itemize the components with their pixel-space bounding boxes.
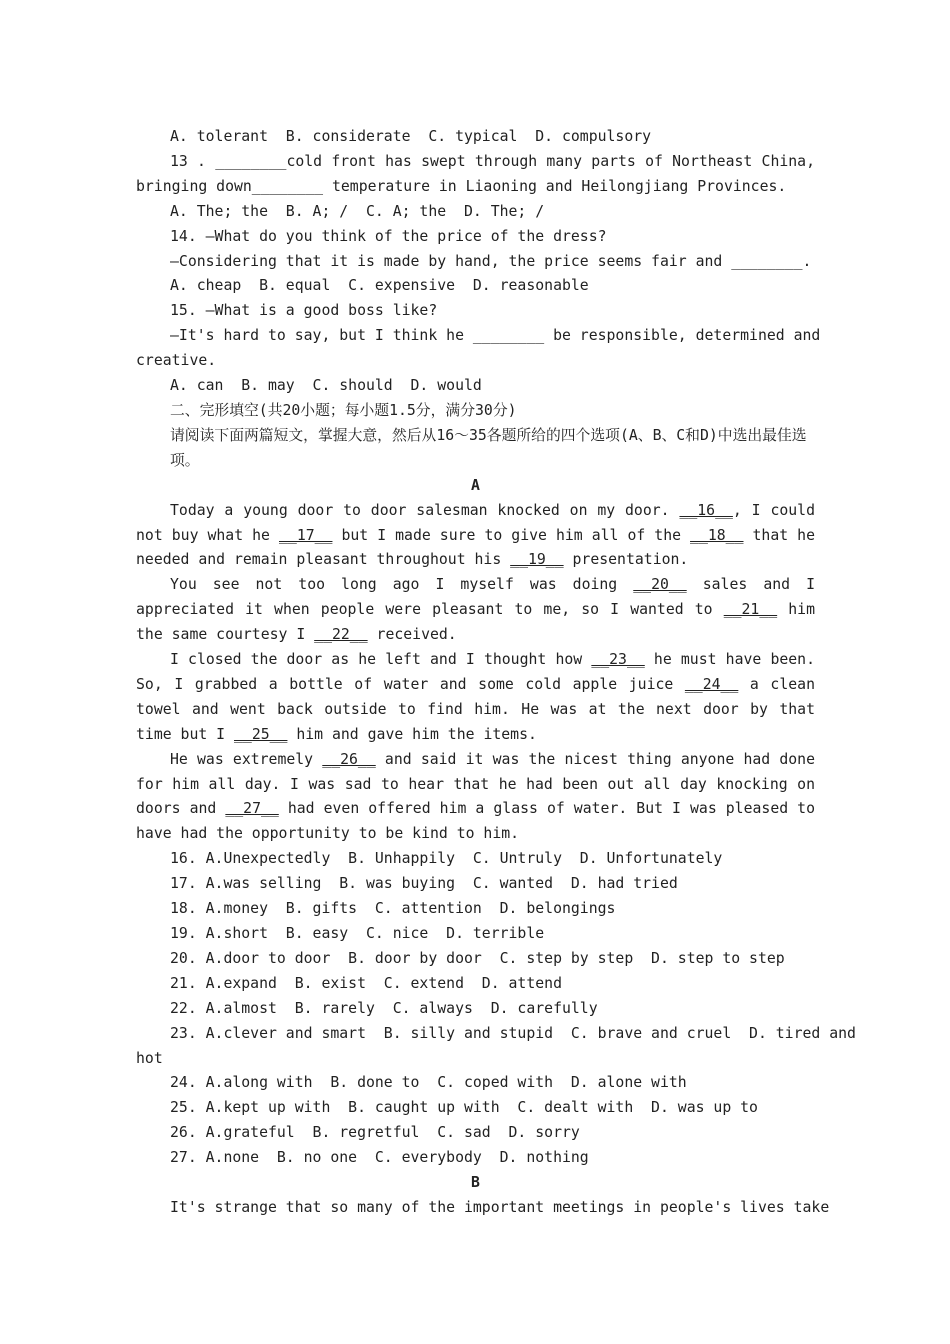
options-18: 18. A.money B. gifts C. attention D. belongings	[170, 900, 616, 918]
q14-answer: —Considering that it is made by hand, the price seems fair and ________.	[170, 252, 812, 270]
text: but I made sure to give him all of the	[332, 526, 691, 544]
instructions-text: 请阅读下面两篇短文，掌握大意，然后从16～35各题所给的四个选项(A、B、C和D)中选出最佳选项。	[170, 426, 807, 469]
options-27: 27. A.none B. no one C. everybody D. nothing	[170, 1149, 589, 1167]
q15-question: 15. —What is a good boss like?	[170, 302, 438, 320]
text: sales and I appreciated it when people were pleasant to me, so I wanted to	[136, 576, 815, 619]
options-20: 20. A.door to door B. door by door C. step by step D. step to step	[170, 949, 785, 967]
q15-answer-line1: —It's hard to say, but I think he ________ be responsible, determined and	[170, 327, 821, 345]
passage-b-heading: B	[471, 1174, 480, 1192]
text: he must have been. So, I grabbed a bottle of water and some cold apple juice	[136, 651, 815, 693]
passage-b-start: It's strange that so many of the important meetings in people's lives take	[170, 1198, 830, 1216]
blank-17: __17__	[279, 526, 333, 544]
q15-options: A. can B. may C. should D. would	[170, 377, 482, 395]
options-19: 19. A.short B. easy C. nice D. terrible	[170, 925, 545, 942]
blank-27: __27__	[225, 800, 279, 818]
q13-question-line2: bringing down________ temperature in Liaoning and Heilongjiang Provinces.	[136, 177, 787, 195]
options-22: 22. A.almost B. rarely C. always D. carefully	[170, 999, 598, 1017]
passage-a-paragraph-1	[136, 499, 815, 574]
passage-a-paragraph-4	[136, 748, 815, 848]
options-23-line1: 23. A.clever and smart B. silly and stupid C. brave and cruel D. tired and	[170, 1024, 856, 1042]
options-16: 16. A.Unexpectedly B. Unhappily C. Untruly D. Unfortunately	[170, 850, 723, 868]
options-25: 25. A.kept up with B. caught up with C. dealt with D. was up to	[170, 1099, 758, 1117]
blank-19: __19__	[510, 551, 564, 569]
q13-question-line1: 13 . ________cold front has swept through many parts of Northeast China,	[170, 152, 815, 170]
blank-23: __23__	[591, 651, 645, 669]
options-21: 21. A.expand B. exist C. extend D. attend	[170, 974, 562, 992]
blank-21: __21__	[723, 601, 778, 619]
options-24: 24. A.along with B. done to C. coped with D. alone with	[170, 1074, 687, 1092]
options-17: 17. A.was selling B. was buying C. wanted D. had tried	[170, 875, 678, 893]
q14-options: A. cheap B. equal C. expensive D. reasonable	[170, 277, 589, 295]
blank-25: __25__	[234, 725, 288, 743]
blank-16: __16__	[679, 501, 733, 519]
passage-a-paragraph-2	[136, 573, 815, 648]
text: presentation.	[563, 551, 689, 569]
blank-26: __26__	[322, 750, 376, 768]
section-instructions	[136, 424, 815, 474]
q13-options: A. The; the B. A; / C. A; the D. The; /	[170, 202, 545, 220]
blank-20: __20__	[633, 576, 687, 594]
exam-page	[136, 125, 856, 1221]
text: You see not too long ago I myself was doing	[170, 576, 634, 594]
q15-answer-line2: creative.	[136, 352, 217, 370]
q14-question: 14. —What do you think of the price of the dress?	[170, 227, 607, 245]
q12-options: A. tolerant B. considerate C. typical D. compulsory	[170, 128, 652, 145]
text: him the same courtesy I	[136, 601, 815, 644]
text: He was extremely	[170, 750, 323, 768]
text: I closed the door as he left and I thought how	[170, 651, 592, 669]
section-title: 二、完形填空(共20小题；每小题1.5分，满分30分)	[170, 401, 517, 419]
passage-a-paragraph-3	[136, 648, 815, 748]
blank-22: __22__	[314, 626, 368, 644]
text: a clean towel and went back outside to find him. He was at the next door by that time but I	[136, 675, 815, 743]
passage-a-heading: A	[471, 476, 480, 494]
text: that he needed and remain pleasant throughout his	[136, 526, 815, 569]
text: and said it was the nicest thing anyone had done for him all day. I was sad to hear that he had been out all day knocking on doors and	[136, 750, 816, 818]
options-23-line2: hot	[136, 1049, 163, 1067]
text: had even offered him a glass of water. But I was pleased to have had the opportunity to be kind to him.	[136, 800, 815, 843]
blank-24: __24__	[684, 675, 739, 693]
text: , I could not buy what he	[136, 501, 816, 544]
blank-18: __18__	[690, 526, 744, 544]
text: received.	[367, 626, 457, 644]
text: Today a young door to door salesman knocked on my door.	[170, 501, 680, 519]
options-26: 26. A.grateful B. regretful C. sad D. sorry	[170, 1124, 580, 1142]
text: him and gave him the items.	[287, 725, 537, 743]
